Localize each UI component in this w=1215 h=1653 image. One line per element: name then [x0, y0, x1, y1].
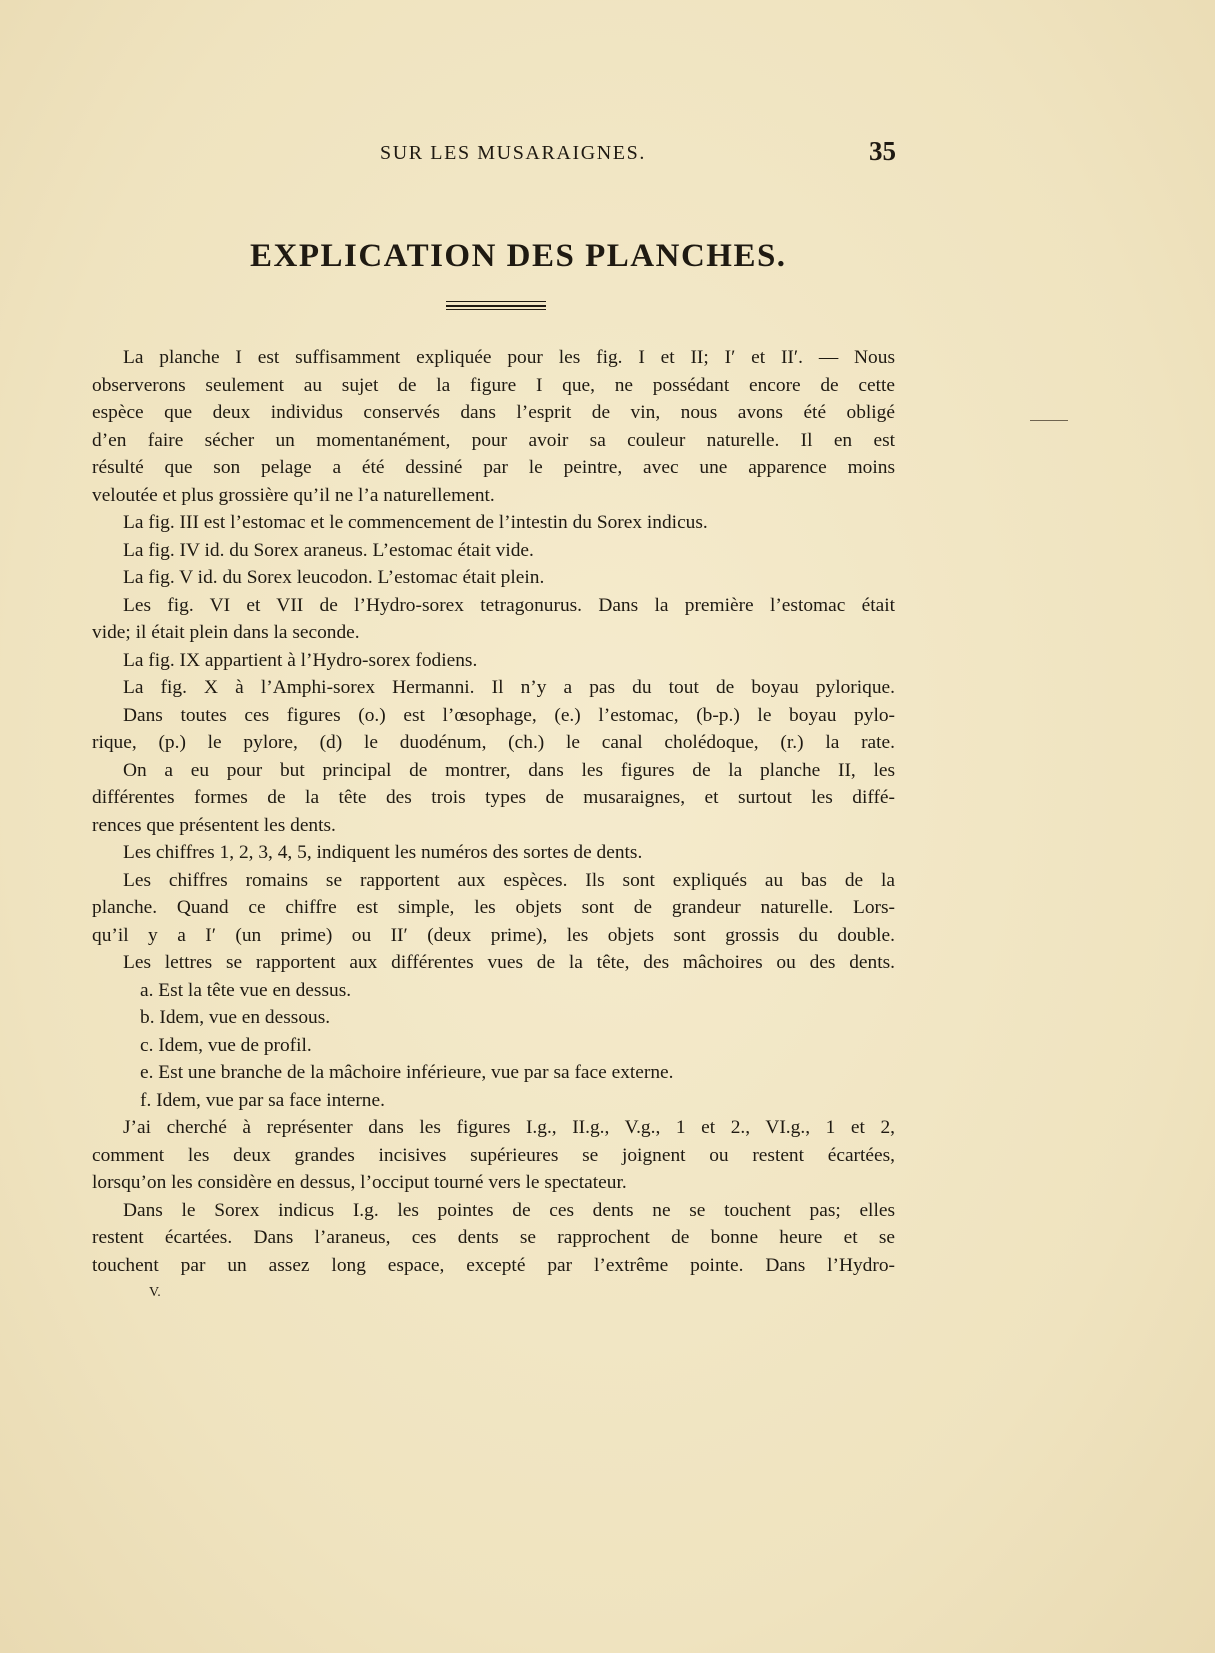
text-line: c. Idem, vue de profil. — [140, 1034, 312, 1056]
text-line: On a eu pour but principal de montrer, dans les figures de la planche II, les — [123, 759, 895, 781]
text-line: rences que présentent les dents. — [92, 814, 336, 836]
margin-mark — [1030, 420, 1068, 421]
text-line: Les fig. VI et VII de l’Hydro-sorex tetragonurus. Dans la première l’estomac était — [123, 594, 895, 616]
text-line: Dans toutes ces figures (o.) est l’œsophage, (e.) l’estomac, (b-p.) le boyau pylo- — [123, 704, 895, 726]
text-line: comment les deux grandes incisives supérieures se joignent ou restent écartées, — [92, 1144, 895, 1166]
title-rule — [446, 305, 546, 307]
title-rule — [446, 301, 546, 302]
text-line: La planche I est suffisamment expliquée pour les fig. I et II; I′ et II′. — Nous — [123, 347, 895, 368]
text-line: résulté que son pelage a été dessiné par le peintre, avec une apparence moins — [92, 457, 895, 478]
text-line: Les chiffres 1, 2, 3, 4, 5, indiquent les numéros des sortes de dents. — [123, 842, 643, 863]
running-head: SUR LES MUSARAIGNES. — [380, 142, 646, 164]
text-line: vide; il était plein dans la seconde. — [92, 622, 360, 643]
text-line: restent écartées. Dans l’araneus, ces dents se rapprochent de bonne heure et se — [92, 1227, 895, 1248]
text-line: J’ai cherché à représenter dans les figures I.g., II.g., V.g., 1 et 2., VI.g., 1 et 2, — [123, 1117, 895, 1138]
title-rule — [446, 309, 546, 310]
text-line: qu’il y a I′ (un prime) ou II′ (deux prime), les objets sont grossis du double. — [92, 924, 895, 946]
signature-mark: V. — [149, 1285, 161, 1300]
page-number: 35 — [869, 136, 896, 166]
text-line: b. Idem, vue en dessous. — [140, 1007, 331, 1028]
text-line: La fig. III est l’estomac et le commencement de l’intestin du Sorex indicus. — [123, 512, 708, 533]
text-line: rique, (p.) le pylore, (d) le duodénum, (ch.) le canal cholédoque, (r.) la rate. — [92, 732, 895, 753]
section-title: EXPLICATION DES PLANCHES. — [250, 238, 787, 274]
text-line: touchent par un assez long espace, excepté par l’extrême pointe. Dans l’Hydro- — [92, 1254, 895, 1276]
text-line: espèce que deux individus conservés dans l’esprit de vin, nous avons été obligé — [92, 402, 895, 423]
text-line: différentes formes de la tête des trois types de musaraignes, et surtout les diffé- — [92, 787, 895, 808]
text-line: Les lettres se rapportent aux différentes vues de la tête, des mâchoires ou des dents. — [123, 952, 895, 973]
text-line: observerons seulement au sujet de la figure I que, ne possédant encore de cette — [92, 374, 895, 396]
text-line: La fig. IV id. du Sorex araneus. L’estomac était vide. — [123, 539, 534, 561]
text-line: planche. Quand ce chiffre est simple, les objets sont de grandeur naturelle. Lors- — [92, 897, 895, 918]
text-line: Les chiffres romains se rapportent aux espèces. Ils sont expliqués au bas de la — [123, 869, 895, 891]
text-line: f. Idem, vue par sa face interne. — [140, 1089, 385, 1111]
text-line: a. Est la tête vue en dessus. — [140, 979, 352, 1001]
text-line: La fig. X à l’Amphi-sorex Hermanni. Il n’y a pas du tout de boyau pylorique. — [123, 677, 895, 698]
text-line: La fig. V id. du Sorex leucodon. L’estomac était plein. — [123, 567, 545, 588]
text-line: veloutée et plus grossière qu’il ne l’a naturellement. — [92, 484, 495, 506]
text-line: lorsqu’on les considère en dessus, l’occiput tourné vers le spectateur. — [92, 1172, 627, 1193]
text-line: e. Est une branche de la mâchoire inférieure, vue par sa face externe. — [140, 1062, 674, 1083]
body-text — [92, 344, 895, 1307]
text-line: Dans le Sorex indicus I.g. les pointes de ces dents ne se touchent pas; elles — [123, 1199, 895, 1221]
text-line: La fig. IX appartient à l’Hydro-sorex fodiens. — [123, 649, 478, 671]
text-line: d’en faire sécher un momentanément, pour avoir sa couleur naturelle. Il en est — [92, 429, 895, 451]
